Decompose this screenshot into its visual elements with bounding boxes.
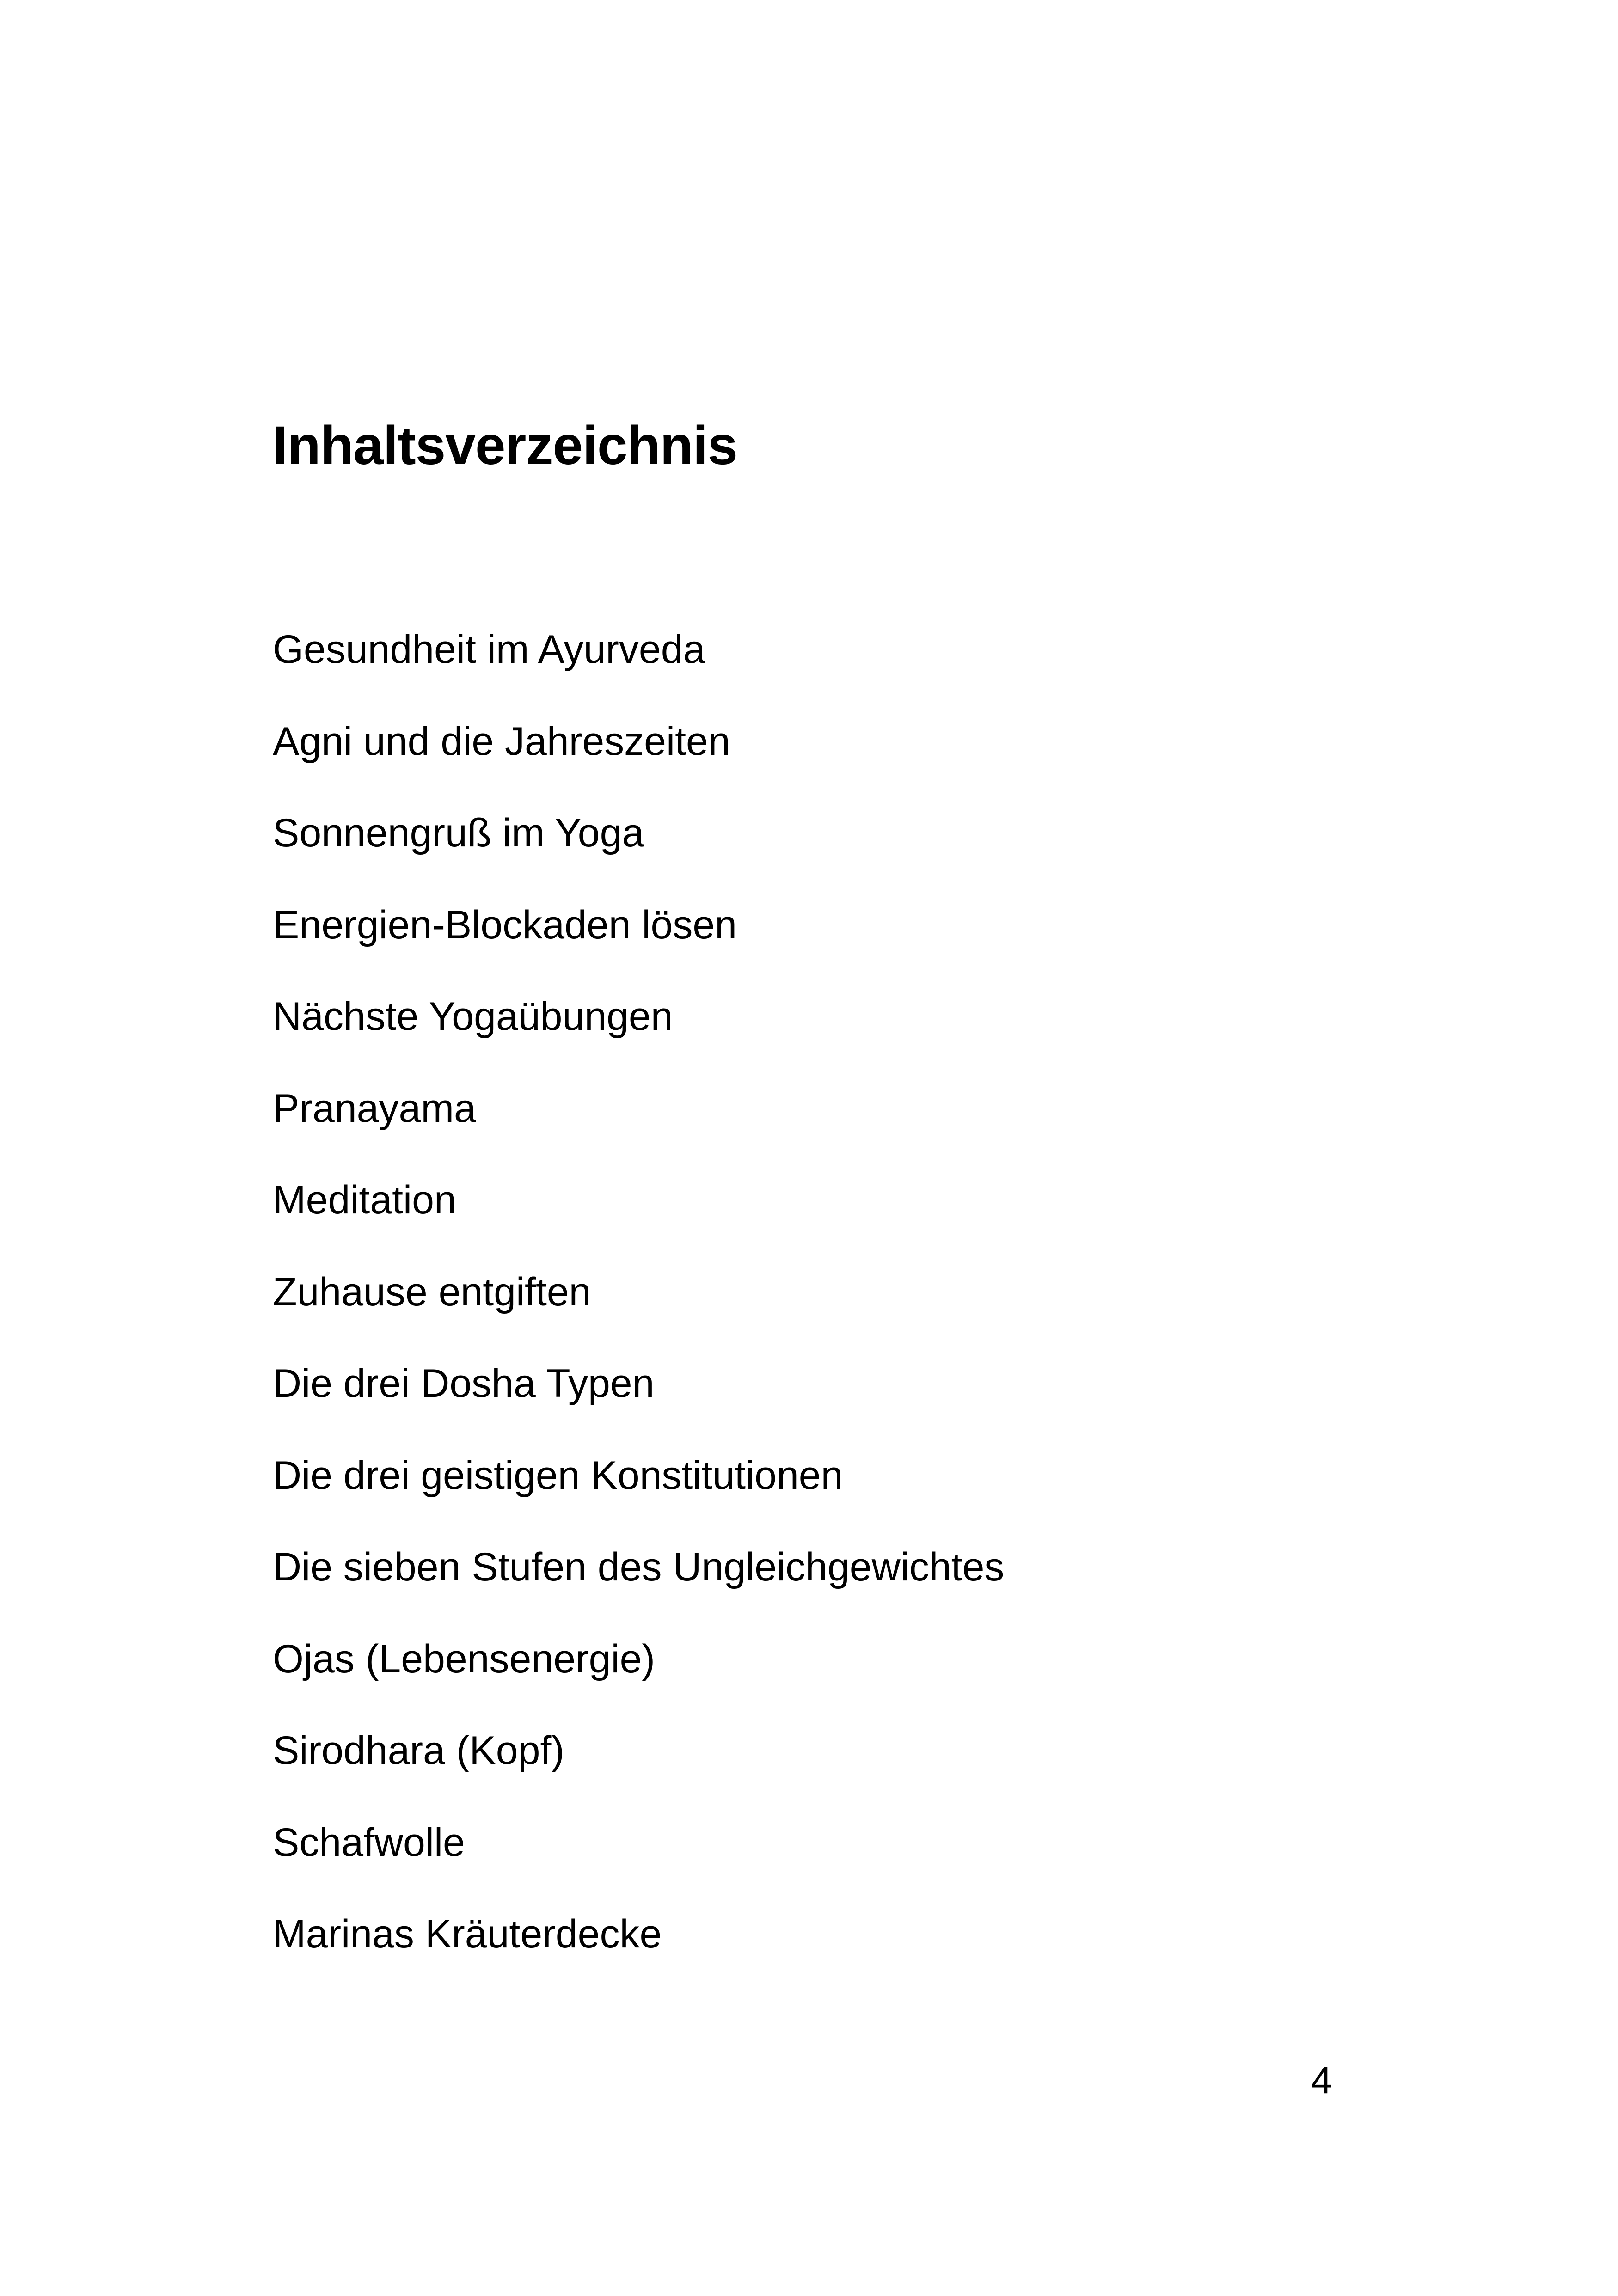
toc-item: Meditation	[273, 1178, 456, 1222]
toc-item: Schafwolle	[273, 1820, 465, 1865]
page-number: 4	[1311, 2059, 1332, 2101]
toc-item: Die drei Dosha Typen	[273, 1361, 655, 1406]
toc-item: Sonnengruß im Yoga	[273, 811, 644, 855]
toc-item: Sirodhara (Kopf)	[273, 1728, 564, 1773]
toc-item: Die sieben Stufen des Ungleichgewichtes	[273, 1545, 1005, 1589]
page-title: Inhaltsverzeichnis	[273, 415, 738, 476]
toc-item: Zuhause entgiften	[273, 1269, 591, 1314]
toc-item: Die drei geistigen Konstitutionen	[273, 1453, 843, 1498]
toc-item: Ojas (Lebensenergie)	[273, 1636, 656, 1681]
toc-item: Nächste Yogaübungen	[273, 994, 673, 1039]
toc-item: Gesundheit im Ayurveda	[273, 627, 705, 672]
toc-item: Agni und die Jahreszeiten	[273, 719, 730, 764]
toc-item: Marinas Kräuterdecke	[273, 1912, 662, 1956]
toc-item: Pranayama	[273, 1086, 476, 1131]
toc-item: Energien-Blockaden lösen	[273, 902, 737, 947]
table-of-contents	[273, 627, 1005, 2006]
